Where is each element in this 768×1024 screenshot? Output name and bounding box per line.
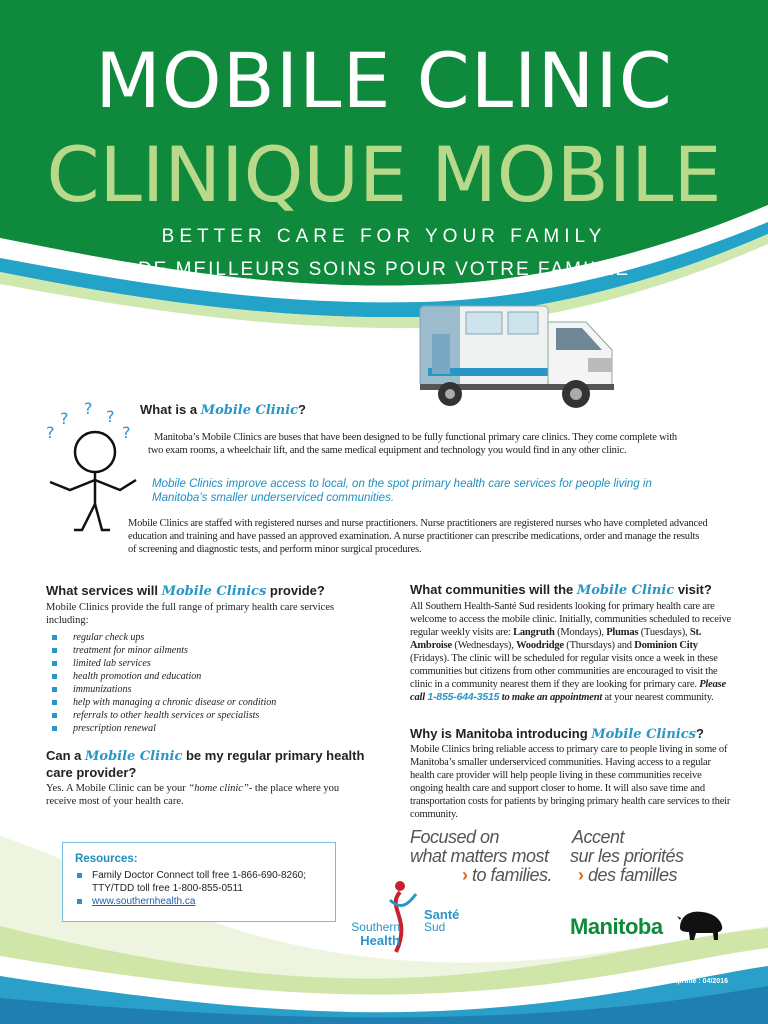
what-is-heading: What is a Mobile Clinic? bbox=[140, 402, 306, 418]
svg-text:?: ? bbox=[60, 409, 69, 428]
tagline-french: Accent sur les priorités › des familles bbox=[570, 827, 684, 885]
svg-text:?: ? bbox=[84, 400, 93, 418]
list-item: limited lab services bbox=[46, 657, 386, 670]
list-item: treatment for minor ailments bbox=[46, 644, 386, 657]
services-intro: Mobile Clinics provide the full range of primary health care services including: bbox=[46, 602, 335, 626]
list-item bbox=[75, 895, 333, 908]
printed-date: Printed/Imprimé : 04/2016 bbox=[643, 978, 728, 985]
what-is-paragraph: Manitoba’s Mobile Clinics are buses that have been designed to be fully functional primary care clinics. They come complete with two exam rooms, a wheelchair lift, and the same medical equipment and technology you would find in any other clinic. bbox=[148, 432, 677, 456]
list-item: help with managing a chronic disease or condition bbox=[46, 696, 386, 709]
subtitle-english: BETTER CARE FOR YOUR FAMILY bbox=[161, 226, 607, 247]
services-heading: What services will Mobile Clinics provide? bbox=[46, 583, 325, 599]
why-text: Mobile Clinics bring reliable access to primary care to people living in some of Manitoba’s smaller underserviced communities. Having access to a regular health care provider will help people living in these communities receive ongoing health care and support closer to home. It will also save time and transportation costs for patients by bringing primary health care services to their community. bbox=[410, 744, 731, 820]
svg-text:?: ? bbox=[46, 423, 55, 442]
bison-icon bbox=[676, 906, 726, 942]
list-item: referrals to other health services or specialists bbox=[46, 709, 386, 722]
regular-provider-heading: Can a Mobile Clinic be my regular primary health care provider? bbox=[46, 748, 365, 780]
manitoba-logo-text: Manitoba bbox=[570, 914, 663, 939]
southern-health-logo-text: Southern Health bbox=[351, 920, 400, 948]
mobile-clinic-bus-image bbox=[416, 298, 628, 416]
title-english: MOBILE CLINIC bbox=[95, 36, 673, 125]
title-french: CLINIQUE MOBILE bbox=[46, 130, 722, 219]
sante-sud-logo-text: Santé Sud bbox=[424, 907, 460, 934]
subtitle-french: DE MEILLEURS SOINS POUR VOTRE FAMILLE bbox=[137, 259, 631, 280]
why-heading: Why is Manitoba introducing Mobile Clinics? bbox=[410, 726, 704, 742]
communities-heading: What communities will the Mobile Clinic visit? bbox=[410, 582, 712, 598]
communities-text: All Southern Health-Santé Sud residents looking for primary health care are welcome to access the mobile clinic. Initially, communities scheduled to receive regular weekly visits are: Langruth (Mondays), Plumas (Tuesdays), St. Ambroise (Wednesdays), Woodridge (Thursdays) and Dominion City (Fridays). The clinic will be scheduled for regular visits once a week in these communities but citizens from other communities are encouraged to visit the clinic in a community nearest them if they are looking for primary care. Please call 1-855-644-3515 to make an appointment at your nearest community. bbox=[410, 601, 731, 703]
services-list bbox=[46, 631, 386, 735]
resources-title: Resources: bbox=[75, 853, 138, 865]
chevron-right-icon: › bbox=[578, 865, 584, 885]
resources-box bbox=[62, 842, 336, 922]
website-link[interactable]: www.southernhealth.ca bbox=[92, 896, 196, 907]
access-highlight-paragraph: Mobile Clinics improve access to local, on the spot primary health care services for people living in Manitoba’s smaller underserviced communities. bbox=[152, 478, 652, 504]
svg-text:?: ? bbox=[106, 407, 115, 426]
list-item: immunizations bbox=[46, 683, 386, 696]
staffing-paragraph: Mobile Clinics are staffed with registered nurses and nurse practitioners. Nurse practitioners are registered nurses who have completed advanced education and training and have passed an approved examination. A nurse practitioner can prescribe medications, order and manage the results of screening and diagnostic tests, and perform minor surgical procedures. bbox=[128, 518, 708, 555]
svg-text:?: ? bbox=[122, 423, 131, 442]
tagline-english: Focused on what matters most › to families. bbox=[410, 827, 553, 885]
confused-stick-figure-icon bbox=[40, 400, 140, 534]
chevron-right-icon: › bbox=[462, 865, 468, 885]
list-item: Family Doctor Connect toll free 1-866-690-8260; TTY/TDD toll free 1-800-855-0511 bbox=[75, 869, 333, 895]
list-item: health promotion and education bbox=[46, 670, 386, 683]
phone-number-link[interactable]: 1-855-644-3515 bbox=[427, 691, 500, 703]
regular-provider-text: Yes. A Mobile Clinic can be your “home clinic”- the place where you receive most of your health care. bbox=[46, 783, 340, 807]
list-item: prescription renewal bbox=[46, 722, 386, 735]
list-item: regular check ups bbox=[46, 631, 386, 644]
resources-list bbox=[75, 869, 333, 908]
